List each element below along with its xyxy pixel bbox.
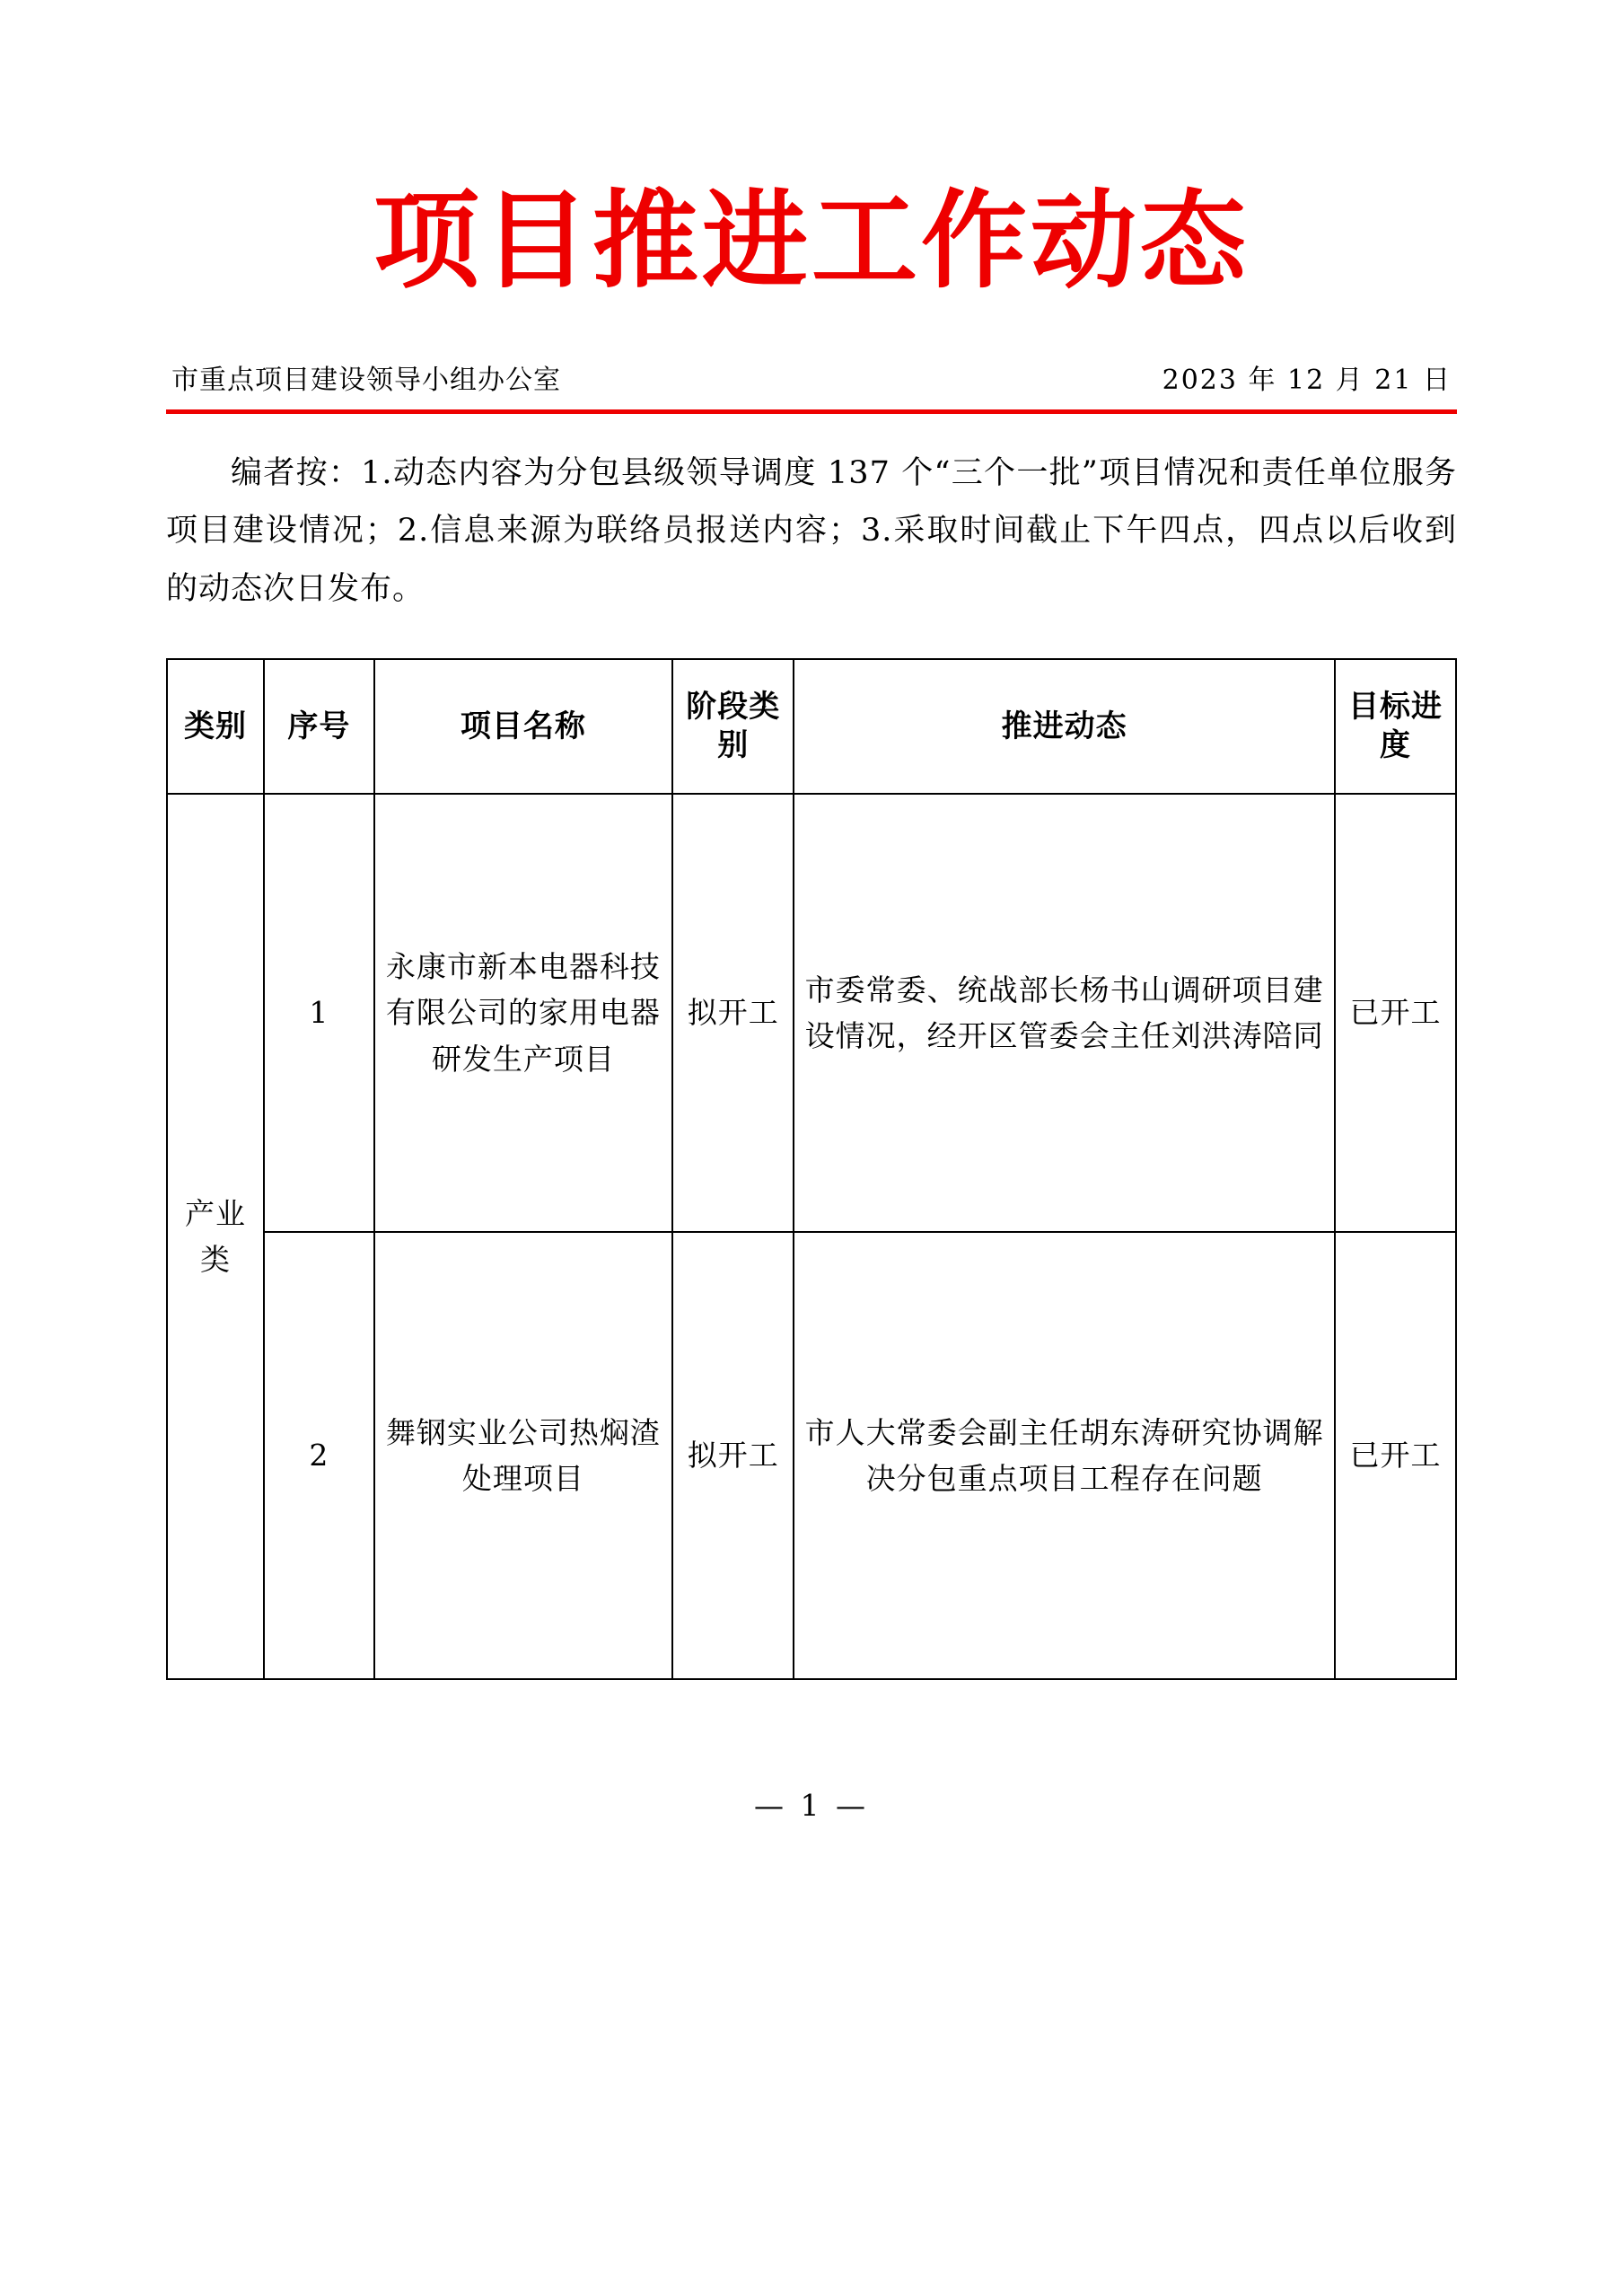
issue-date: 2023 年 12 月 21 日: [1162, 364, 1452, 396]
issuing-office: 市重点项目建设领导小组办公室: [171, 364, 561, 396]
cell-index: 2: [264, 1232, 374, 1679]
project-dynamics-table: [166, 658, 1457, 1680]
editor-note: 编者按：1.动态内容为分包县级领导调度 137 个“三个一批”项目情况和责任单位服务项目建设情况；2.信息来源为联络员报送内容；3.采取时间截止下午四点，四点以后收到的动态次日发布。: [166, 454, 1457, 608]
cell-project-name: 永康市新本电器科技有限公司的家用电器研发生产项目: [374, 794, 673, 1232]
table-header-row: [167, 659, 1456, 794]
header-progress-dynamics: 推进动态: [794, 659, 1335, 794]
header-target-progress: 目标进度: [1335, 659, 1456, 794]
cell-progress-dynamics: 市人大常委会副主任胡东涛研究协调解决分包重点项目工程存在问题: [794, 1232, 1335, 1679]
cell-target-progress: 已开工: [1335, 794, 1456, 1232]
cell-stage-type: 拟开工: [672, 794, 794, 1232]
header-index: 序号: [264, 659, 374, 794]
cell-target-progress: 已开工: [1335, 1232, 1456, 1679]
page-number: — 1 —: [754, 1787, 869, 1823]
cell-project-name: 舞钢实业公司热焖渣处理项目: [374, 1232, 673, 1679]
cell-category: 产业类: [167, 794, 264, 1679]
header-stage-type: 阶段类别: [672, 659, 794, 794]
masthead-meta: [166, 365, 1457, 409]
page-title: 项目推进工作动态: [373, 178, 1250, 303]
header-project-name: 项目名称: [374, 659, 673, 794]
header-category: 类别: [167, 659, 264, 794]
cell-progress-dynamics: 市委常委、统战部长杨书山调研项目建设情况，经开区管委会主任刘洪涛陪同: [794, 794, 1335, 1232]
cell-stage-type: 拟开工: [672, 1232, 794, 1679]
cell-index: 1: [264, 794, 374, 1232]
table-row: [167, 1232, 1456, 1679]
table-row: [167, 794, 1456, 1232]
masthead-divider: [166, 409, 1457, 414]
